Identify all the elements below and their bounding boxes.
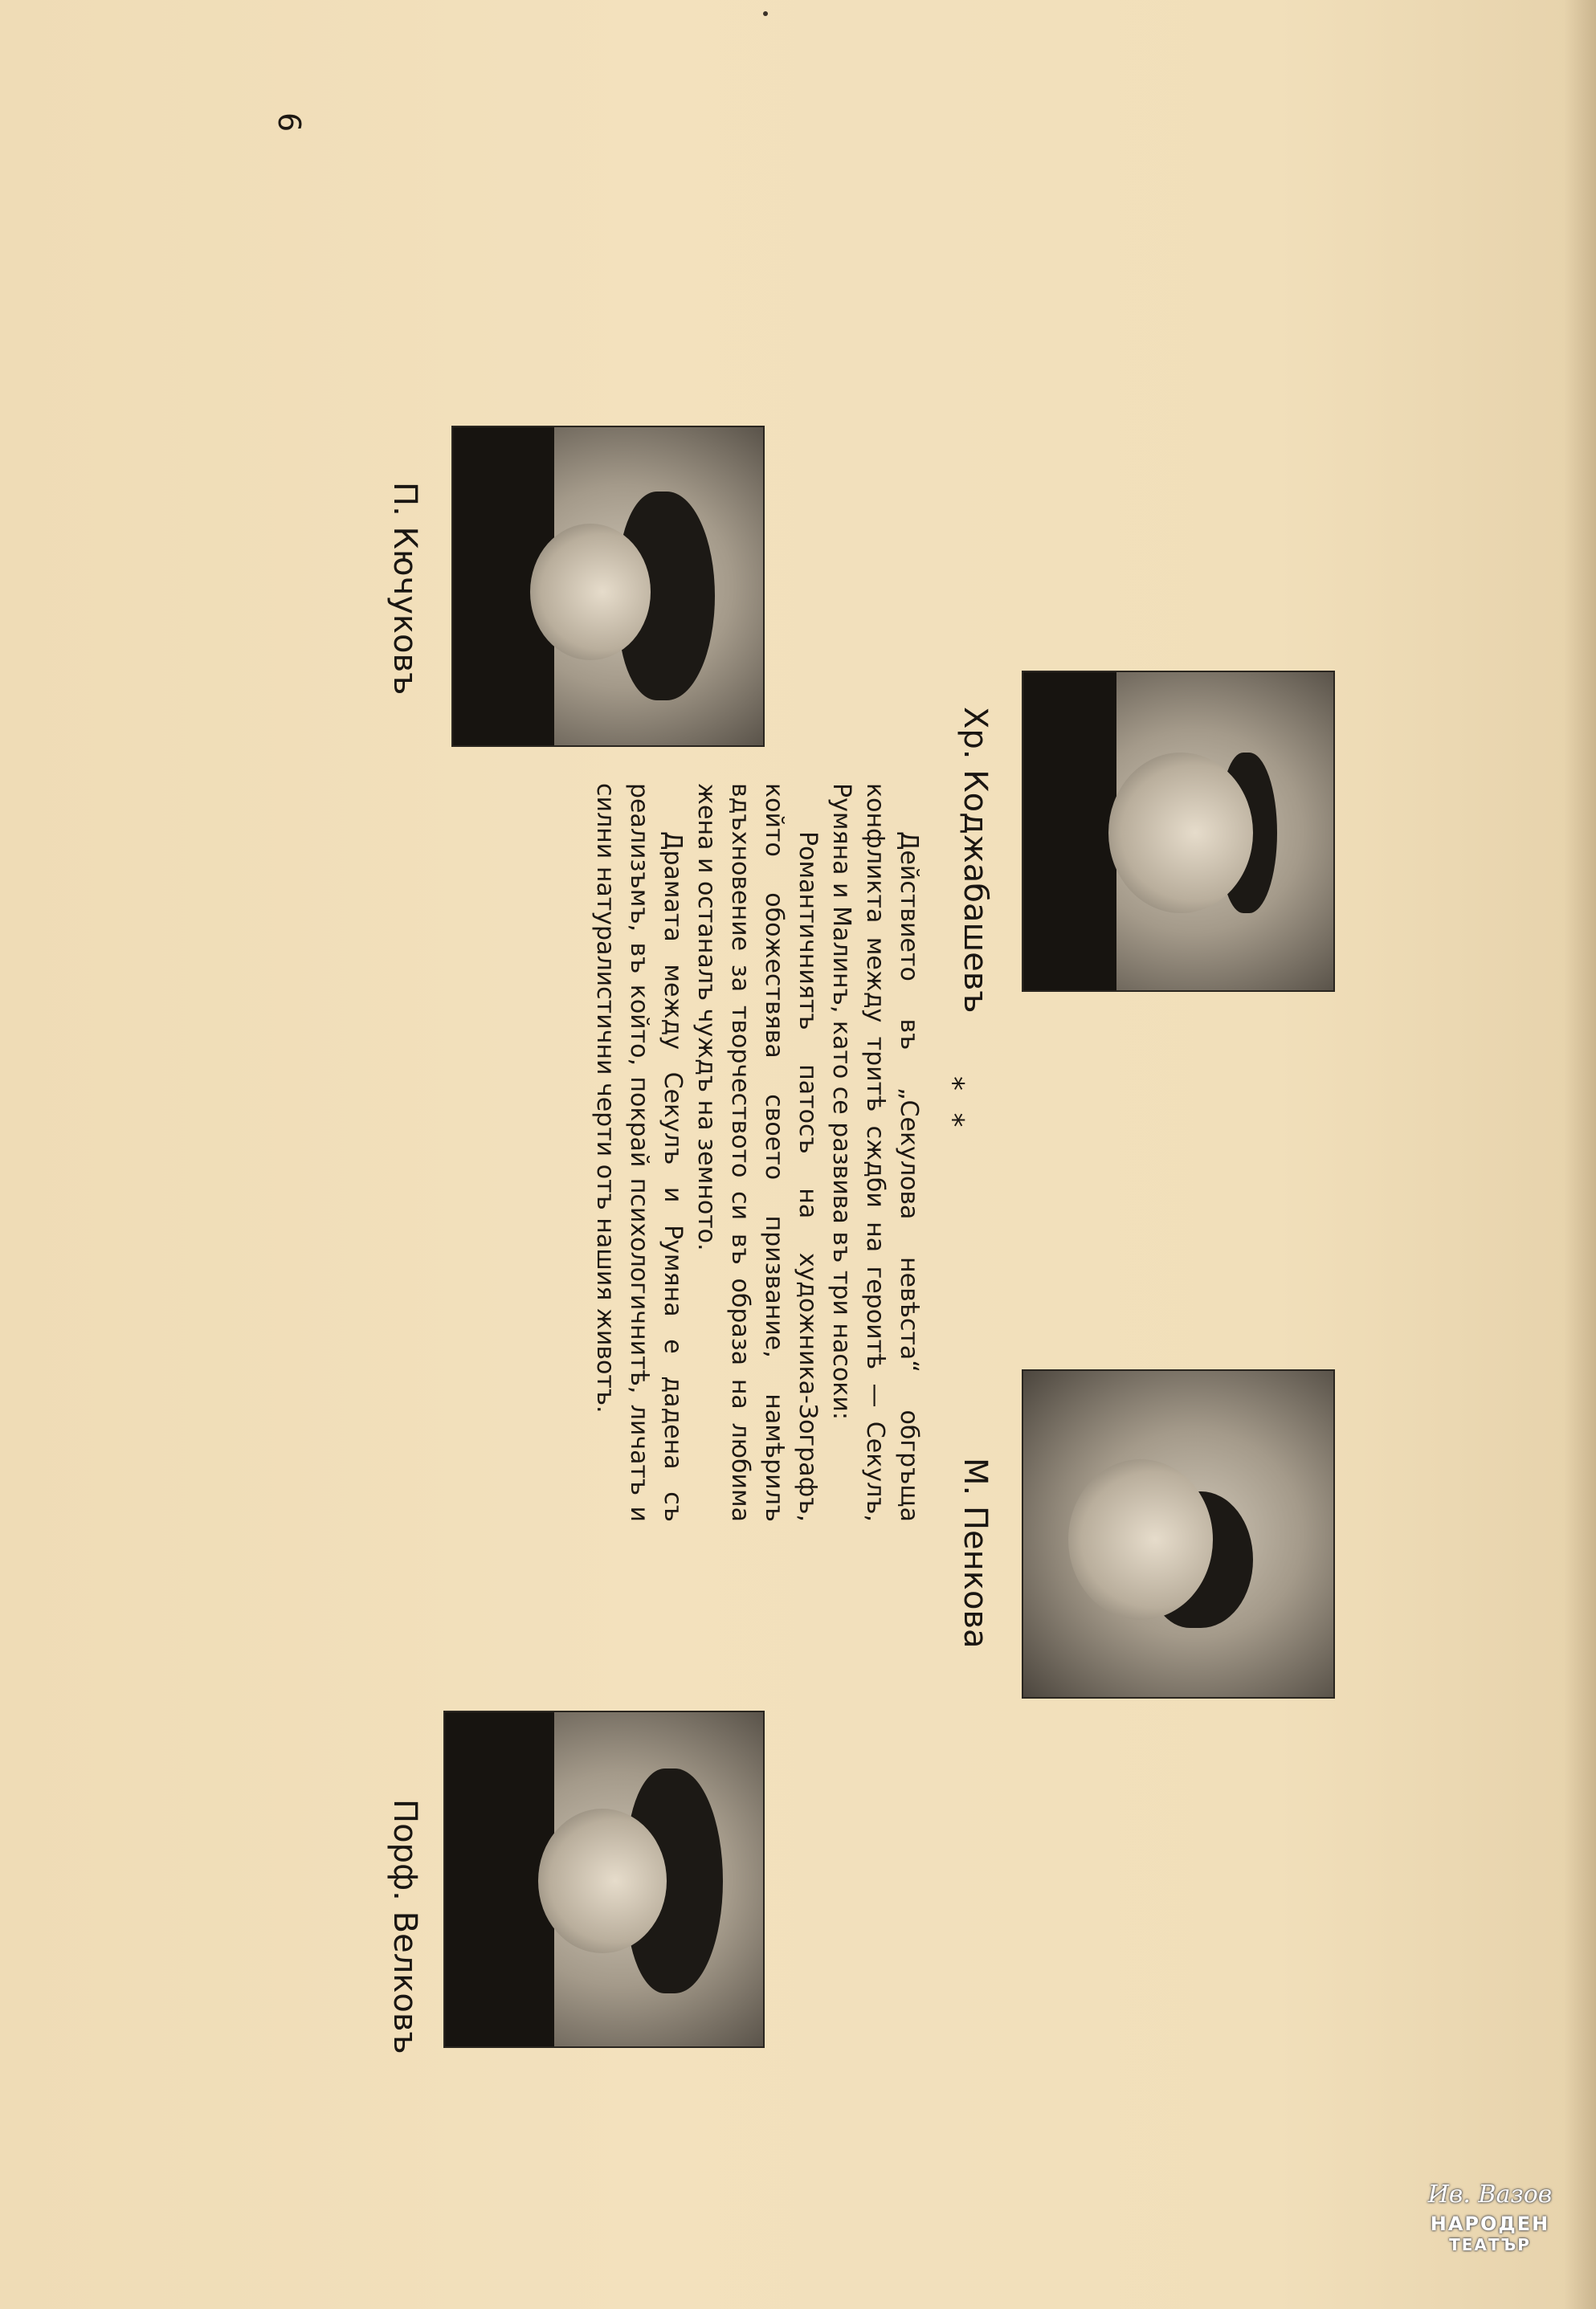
caption-kyuchukov: П. Кючуковъ [386, 482, 423, 696]
logo-signature: Ив. Вазов [1427, 2180, 1553, 2209]
logo-line-1: НАРОДЕН [1430, 2213, 1550, 2235]
photo-velkov [443, 1711, 765, 2048]
page-number: 6 [271, 112, 307, 133]
body-text [588, 783, 925, 1522]
logo-line-2: ТЕАТЪР [1449, 2235, 1531, 2254]
caption-velkov: Порф. Велковъ [386, 1799, 423, 2054]
caption-kodzhabashev: Хр. Коджабашевъ [957, 707, 994, 1014]
photo-kodzhabashev [1022, 671, 1335, 992]
national-theatre-logo [1410, 2180, 1570, 2277]
photo-penkova [1022, 1369, 1335, 1699]
caption-penkova: М. Пенкова [957, 1458, 994, 1649]
paragraph-2: Романтичниятъ патосъ на художника-Зографъ, който обожествява своето призвание, намѣрилъ вдъхновение за творчеството си въ образа на любима жена и останалъ чуждъ на земното. [692, 783, 822, 1522]
paragraph-1: Действието въ „Секулова невѣста“ обгръща конфликта между тритѣ сждби на героитѣ — Секулъ, Румяна и Малинъ, като се развива въ три насоки: [827, 783, 923, 1522]
section-stars: * * [937, 1076, 969, 1134]
paragraph-3: Драмата между Секулъ и Румяна е дадена съ реализъмъ, въ който, покрай психологичнитѣ, личатъ и силни натуралистични черти отъ нашия животъ. [591, 783, 687, 1522]
photo-kyuchukov [451, 426, 765, 747]
